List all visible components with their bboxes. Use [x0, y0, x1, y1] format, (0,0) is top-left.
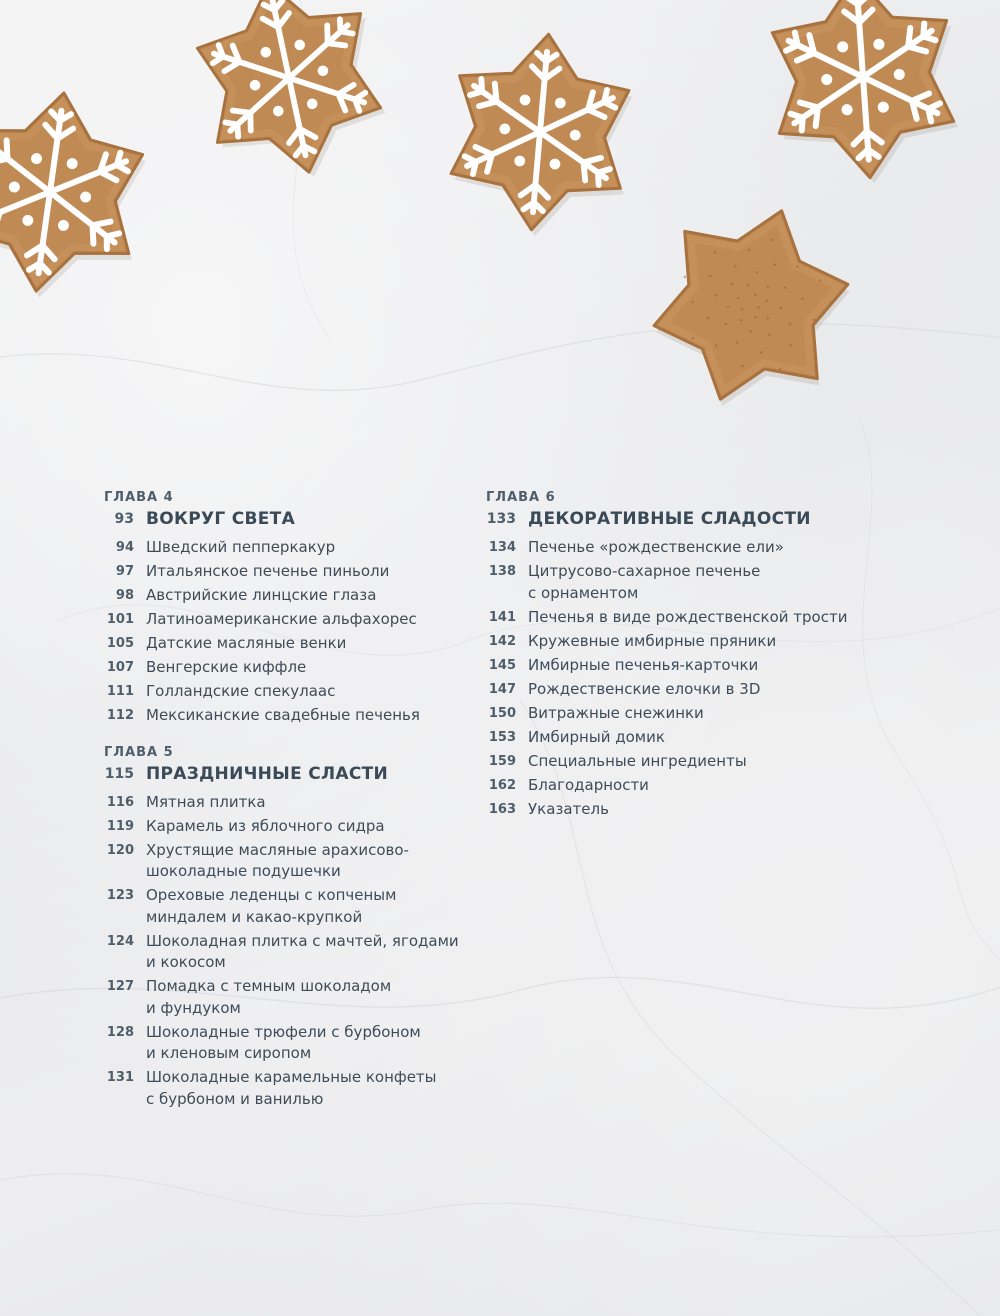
entry-title: Благодарности	[528, 775, 649, 794]
page-number: 142	[488, 633, 516, 649]
entry-title: Печенья в виде рождественской трости	[528, 607, 848, 626]
toc-entry[interactable]	[104, 840, 464, 883]
toc-entry[interactable]	[486, 775, 886, 797]
entry-title: Датские масляные венки	[146, 634, 347, 652]
chapter-heading[interactable]	[104, 507, 464, 531]
plain-snowflake-cookie	[642, 196, 860, 414]
entry-title: Витражные снежинки	[528, 703, 704, 722]
entry-title: Карамель из яблочного сидра	[146, 816, 385, 835]
entry-title: Мексиканские свадебные печенья	[146, 706, 420, 724]
page-number: 119	[106, 818, 134, 834]
iced-snowflake-cookie	[752, 0, 974, 188]
page-number: 124	[106, 933, 134, 949]
page-number: 127	[106, 979, 134, 994]
toc-entry[interactable]	[104, 681, 464, 703]
page-number: 150	[488, 705, 516, 721]
entry-title: Австрийские линцские глаза	[146, 586, 377, 604]
toc-entry[interactable]	[104, 609, 464, 631]
page-number: 97	[115, 564, 134, 579]
iced-snowflake-cookie	[432, 24, 648, 240]
toc-column-right	[486, 489, 886, 837]
page-number: 107	[106, 660, 134, 675]
toc-entry[interactable]	[104, 1067, 464, 1110]
entry-title: Мятная плитка	[146, 792, 266, 811]
toc-entry[interactable]	[486, 703, 886, 725]
page-number: 134	[488, 540, 516, 555]
toc-entry[interactable]	[104, 633, 464, 655]
page-number: 159	[488, 753, 516, 769]
entry-title: Рождественские елочки в 3D	[528, 679, 761, 698]
page-number: 133	[486, 511, 516, 527]
chapter-4	[104, 489, 464, 727]
toc-entry[interactable]	[486, 799, 886, 821]
entry-title: Шоколадные трюфели с бурбоном и кленовым сиропом	[146, 1022, 421, 1062]
toc-entry[interactable]	[104, 792, 464, 814]
entry-title: Помадка с темным шоколадом и фундуком	[146, 977, 392, 1017]
page-number: 116	[106, 794, 134, 810]
entry-title: Специальные ингредиенты	[528, 751, 747, 770]
toc-entry[interactable]	[104, 1022, 464, 1065]
entry-title: Хрустящие масляные арахисово- шоколадные подушечки	[146, 840, 409, 880]
toc-entry[interactable]	[104, 976, 464, 1019]
chapter-5	[104, 744, 464, 1111]
chapter-label: ГЛАВА 5	[104, 744, 174, 760]
chapter-title: ДЕКОРАТИВНЫЕ СЛАДОСТИ	[528, 509, 811, 529]
toc-entry[interactable]	[104, 561, 464, 583]
iced-snowflake-cookie	[183, 0, 395, 184]
toc-column-left	[104, 489, 464, 1127]
page-number: 98	[115, 588, 134, 603]
entry-title: Указатель	[528, 799, 609, 818]
toc-entry[interactable]	[104, 657, 464, 679]
page-number: 162	[488, 777, 516, 793]
entry-title: Ореховые леденцы с копченым миндалем и какао-крупкой	[146, 886, 397, 926]
entry-title: Шоколадные карамельные конфеты с бурбоном и ванилью	[146, 1068, 437, 1108]
toc-entry[interactable]	[104, 585, 464, 607]
page-number: 112	[106, 708, 134, 723]
page-number: 145	[488, 657, 516, 673]
entry-title: Венгерские киффле	[146, 658, 307, 676]
toc-entry[interactable]	[104, 885, 464, 928]
toc-entry[interactable]	[486, 631, 886, 653]
chapter-heading[interactable]	[104, 762, 464, 786]
iced-snowflake-cookie	[0, 82, 160, 302]
page-number: 94	[115, 540, 134, 555]
page-number: 120	[106, 842, 134, 858]
entry-title: Цитрусово-сахарное печенье с орнаментом	[528, 562, 761, 602]
toc-entry[interactable]	[486, 655, 886, 677]
chapter-label: ГЛАВА 6	[486, 490, 556, 505]
entry-title: Имбирный домик	[528, 727, 665, 746]
page-number: 153	[488, 729, 516, 745]
toc-entry[interactable]	[104, 816, 464, 838]
page-number: 138	[488, 564, 516, 579]
entry-title: Итальянское печенье пиньоли	[146, 562, 390, 580]
page-number: 111	[106, 684, 134, 699]
entry-title: Печенье «рождественские ели»	[528, 538, 784, 556]
toc-entry[interactable]	[486, 751, 886, 773]
chapter-title: ПРАЗДНИЧНЫЕ СЛАСТИ	[146, 763, 389, 784]
entry-title: Шведский пепперкакур	[146, 538, 336, 556]
page-number: 101	[106, 612, 134, 627]
chapter-6	[486, 489, 886, 820]
page-number: 115	[104, 765, 134, 782]
toc-entry[interactable]	[104, 537, 464, 559]
entry-title: Кружевные имбирные пряники	[528, 631, 777, 650]
page-number: 128	[106, 1024, 134, 1040]
chapter-title: ВОКРУГ СВЕТА	[146, 509, 296, 529]
entry-title: Голландские спекулаас	[146, 682, 336, 700]
toc-entry[interactable]	[486, 537, 886, 559]
toc-entry[interactable]	[486, 679, 886, 701]
toc-entry[interactable]	[104, 705, 464, 727]
toc-entry[interactable]	[486, 727, 886, 749]
toc-entry[interactable]	[104, 931, 464, 974]
page-number: 105	[106, 636, 134, 651]
entry-title: Латиноамериканские альфахорес	[146, 610, 417, 628]
entry-title: Имбирные печенья-карточки	[528, 655, 759, 674]
chapter-label: ГЛАВА 4	[104, 490, 174, 505]
chapter-heading[interactable]	[486, 507, 886, 531]
page-number: 131	[106, 1070, 134, 1085]
page-number: 93	[114, 511, 134, 527]
page-number: 141	[488, 609, 516, 625]
page-number: 123	[106, 888, 134, 903]
toc-entry[interactable]	[486, 561, 886, 604]
page-number: 163	[488, 801, 516, 817]
entry-title: Шоколадная плитка с мачтей, ягодами и кокосом	[146, 931, 459, 971]
toc-entry[interactable]	[486, 607, 886, 629]
page-number: 147	[488, 681, 516, 697]
